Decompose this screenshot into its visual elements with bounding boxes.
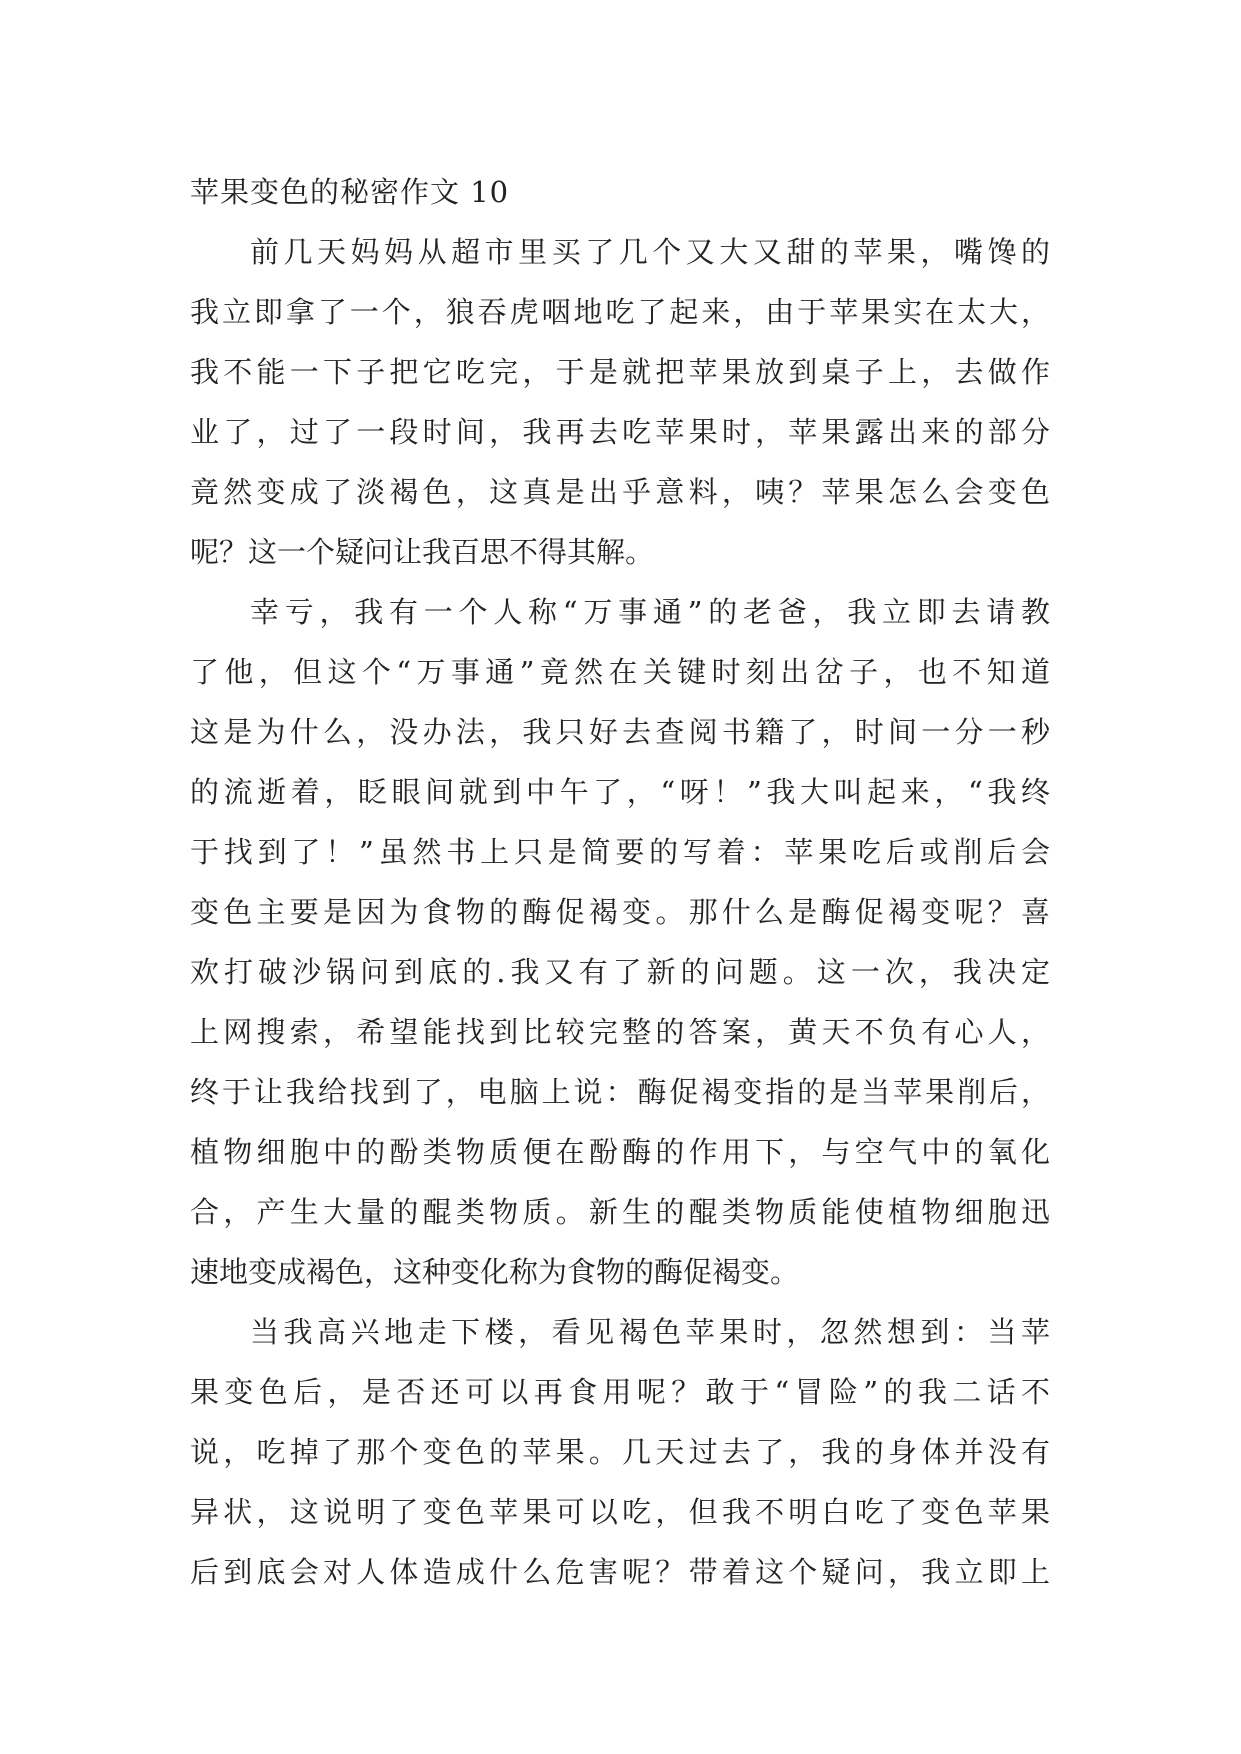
essay-body xyxy=(190,162,1050,1602)
paragraph-line: 终于让我给找到了，电脑上说：酶促褐变指的是当苹果削后， xyxy=(190,1075,1050,1109)
paragraph-line: 于找到了！”虽然书上只是简要的写着：苹果吃后或削后会 xyxy=(190,835,1050,869)
paragraph-line: 我不能一下子把它吃完，于是就把苹果放到桌子上，去做作 xyxy=(190,355,1050,389)
paragraph-line: 竟然变成了淡褐色，这真是出乎意料，咦？苹果怎么会变色 xyxy=(190,475,1050,509)
paragraph-line: 后到底会对人体造成什么危害呢？带着这个疑问，我立即上 xyxy=(190,1555,1050,1589)
paragraph-line: 前几天妈妈从超市里买了几个又大又甜的苹果，嘴馋的 xyxy=(250,235,1050,269)
paragraph-line: 业了，过了一段时间，我再去吃苹果时，苹果露出来的部分 xyxy=(190,415,1050,449)
paragraph-line: 欢打破沙锅问到底的.我又有了新的问题。这一次，我决定 xyxy=(190,955,1050,989)
paragraph-3 xyxy=(190,1302,1050,1602)
paragraph-line: 说，吃掉了那个变色的苹果。几天过去了，我的身体并没有 xyxy=(190,1435,1050,1469)
paragraph-line: 的流逝着，眨眼间就到中午了，“呀！”我大叫起来，“我终 xyxy=(190,775,1050,809)
paragraph-line: 了他，但这个“万事通”竟然在关键时刻出岔子，也不知道 xyxy=(190,655,1050,689)
paragraph-line: 速地变成褐色，这种变化称为食物的酶促褐变。 xyxy=(190,1255,800,1289)
paragraph-line: 这是为什么，没办法，我只好去查阅书籍了，时间一分一秒 xyxy=(190,715,1050,749)
paragraph-line: 变色主要是因为食物的酶促褐变。那什么是酶促褐变呢？喜 xyxy=(190,895,1050,929)
paragraph-line: 当我高兴地走下楼，看见褐色苹果时，忽然想到：当苹 xyxy=(250,1315,1050,1349)
essay-title: 苹果变色的秘密作文 10 xyxy=(190,175,510,209)
paragraph-line: 我立即拿了一个，狼吞虎咽地吃了起来，由于苹果实在太大， xyxy=(190,295,1050,329)
paragraph-line: 呢？这一个疑问让我百思不得其解。 xyxy=(190,535,655,569)
paragraph-line: 上网搜索，希望能找到比较完整的答案，黄天不负有心人， xyxy=(190,1015,1050,1049)
paragraph-1 xyxy=(190,222,1050,582)
paragraph-line: 异状，这说明了变色苹果可以吃，但我不明白吃了变色苹果 xyxy=(190,1495,1050,1529)
paragraph-line: 合，产生大量的醌类物质。新生的醌类物质能使植物细胞迅 xyxy=(190,1195,1050,1229)
paragraph-line: 幸亏，我有一个人称“万事通”的老爸，我立即去请教 xyxy=(250,595,1050,629)
paragraph-line: 植物细胞中的酚类物质便在酚酶的作用下，与空气中的氧化 xyxy=(190,1135,1050,1169)
paragraph-line: 果变色后，是否还可以再食用呢？敢于“冒险”的我二话不 xyxy=(190,1375,1050,1409)
paragraph-2 xyxy=(190,582,1050,1302)
